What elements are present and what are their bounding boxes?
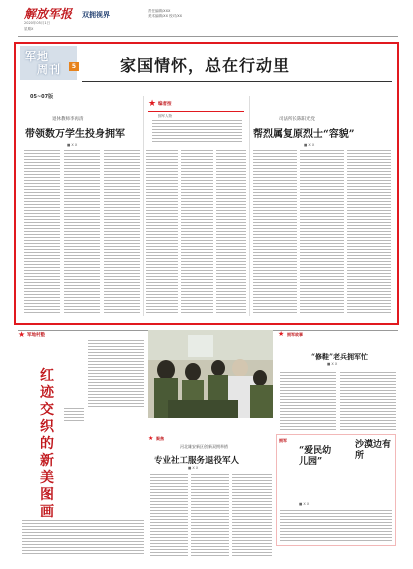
body-text-column [280, 372, 336, 430]
body-text-column [300, 150, 344, 314]
left-section-label: 军地村塾 [27, 333, 45, 338]
star-icon: ★ [148, 99, 157, 109]
editor-note-text [152, 120, 242, 142]
right-top-section-label: 拥军故事 [287, 332, 303, 337]
pages-label: 05~07版 [30, 94, 54, 100]
right-article-title: 帮烈属复原烈士“容貌” [253, 129, 355, 140]
center-article-kicker: 河北雄安新区创新双拥举措 [180, 444, 228, 449]
body-text-column [150, 474, 188, 556]
header-divider [18, 36, 398, 37]
body-text-column [181, 150, 213, 314]
star-icon: ★ [18, 330, 26, 339]
soldiers-photo [148, 330, 273, 418]
body-text-column [24, 150, 60, 314]
left-article-title: 带领数万学生投身拥军 [25, 129, 125, 140]
issue-weekday: 星期X [24, 27, 34, 31]
right-article-kicker: 司法所长陈阳光党 [279, 117, 315, 122]
editor-note-divider [148, 111, 244, 112]
star-icon: ★ [148, 435, 154, 442]
body-text-column [88, 340, 144, 408]
body-text-column [253, 150, 297, 314]
left-article-kicker: 退休教师李再清 [52, 117, 84, 122]
editor-note-label: 编者按 [158, 102, 172, 107]
issue-date: 2020年05月1日 [24, 21, 51, 25]
boxed-article-title-left: “爱民幼儿园” [299, 446, 332, 467]
body-text-column [22, 520, 144, 556]
left-article-byline: ■ X X [67, 143, 78, 147]
body-text-column [191, 474, 229, 556]
photo-illustration [148, 330, 273, 418]
section-name: 双拥视界 [82, 11, 110, 19]
column-divider [249, 96, 250, 316]
banner-label-1: 军地 [25, 50, 49, 63]
banner-divider [82, 81, 392, 82]
star-icon: ★ [278, 330, 285, 338]
body-text-column [232, 474, 272, 556]
banner-number-badge: 5 [69, 62, 79, 71]
left-vertical-title: 红迹交织的新美图画 [40, 368, 54, 520]
body-text-column [64, 150, 100, 314]
body-text-column [340, 372, 396, 430]
editor-info [148, 9, 182, 19]
body-text-column [347, 150, 391, 314]
body-text-column [280, 510, 392, 542]
feature-main-title: 家国情怀，总在行动里 [120, 56, 291, 75]
byline-block [64, 408, 84, 422]
right-article-byline: ■ X X [304, 143, 315, 147]
banner-label-2: 周刊 [37, 63, 61, 76]
body-text-column [146, 150, 178, 314]
boxed-article-byline: ■ X X [299, 502, 310, 506]
editor-line-1: 责任编辑/XXX [148, 9, 171, 13]
center-article-title: 专业社工服务退役军人 [154, 456, 240, 466]
editor-note-subtitle: 拥军人物 [158, 114, 172, 118]
center-section-label: 聚焦 [156, 436, 164, 441]
boxed-article-title-right: 沙漠边有所 [355, 440, 392, 461]
body-text-column [104, 150, 140, 314]
center-article-byline: ■ X X [188, 466, 199, 470]
column-divider [143, 96, 144, 316]
masthead: 解放军报 [24, 7, 73, 21]
right-top-article-byline: ■ X X [327, 362, 338, 366]
editor-line-2: 美术编辑/XX 校对/XX [148, 14, 183, 18]
body-text-column [216, 150, 246, 314]
right-top-article-title: “修鞋”老兵拥军忙 [311, 352, 369, 361]
boxed-article-label: 拥军 [279, 438, 287, 443]
